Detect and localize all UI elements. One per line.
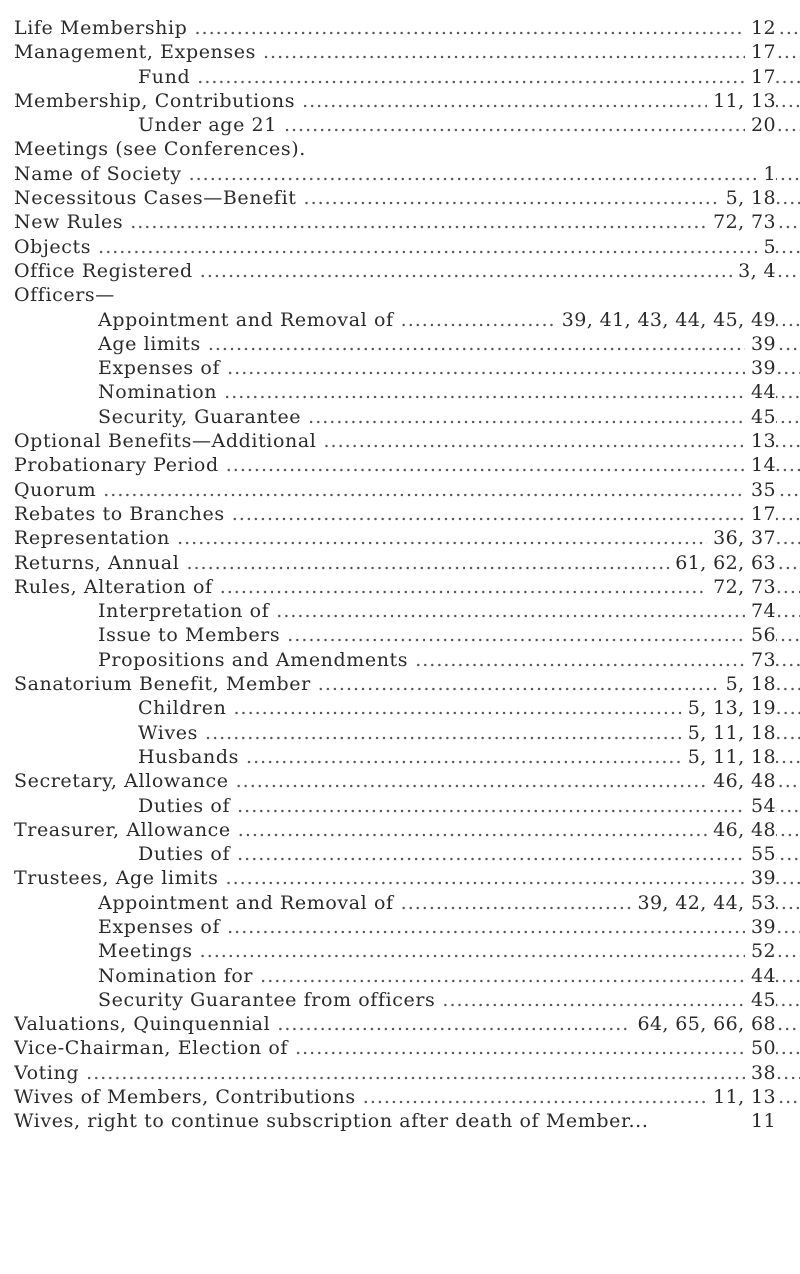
index-term: Life Membership ..... bbox=[14, 16, 800, 40]
index-page-numbers: 39 bbox=[745, 332, 776, 356]
index-page-numbers: 5 bbox=[758, 235, 777, 259]
index-entry bbox=[0, 939, 800, 963]
index-entry bbox=[0, 405, 800, 429]
index-term: Under age 21 ..... bbox=[138, 113, 800, 137]
index-page-numbers: 72, 73 bbox=[707, 575, 776, 599]
index-term: Voting ..... bbox=[14, 1061, 800, 1085]
index-page-numbers: 39 bbox=[745, 356, 776, 380]
index-entry bbox=[0, 794, 800, 818]
index-term: Security, Guarantee ..... bbox=[98, 405, 800, 429]
index-entry bbox=[0, 599, 800, 623]
index-page-numbers: 13 bbox=[745, 429, 776, 453]
index-page-numbers: 52 bbox=[745, 939, 776, 963]
index-page-numbers: 56 bbox=[745, 623, 776, 647]
index-term: Rebates to Branches ..... bbox=[14, 502, 800, 526]
index-page-numbers: 38 bbox=[745, 1061, 776, 1085]
index-page-numbers: 39, 42, 44, 53 bbox=[631, 891, 776, 915]
index-entry bbox=[0, 1036, 800, 1060]
index-page-numbers: 46, 48 bbox=[707, 818, 776, 842]
index-term: Interpretation of ..... bbox=[98, 599, 800, 623]
index-entry bbox=[0, 478, 800, 502]
index-term: Name of Society ..... bbox=[14, 162, 800, 186]
index-term: Expenses of ..... bbox=[98, 915, 800, 939]
index-term: Rules, Alteration of ..... bbox=[14, 575, 800, 599]
index-page-numbers: 5, 11, 18 bbox=[682, 745, 776, 769]
index-term: Fund ..... bbox=[138, 65, 800, 89]
index-entry bbox=[0, 988, 800, 1012]
index-term: Quorum ..... bbox=[14, 478, 800, 502]
index-entry bbox=[0, 891, 800, 915]
index-term: Meetings ..... bbox=[98, 939, 800, 963]
index-entry bbox=[0, 89, 800, 113]
index-page-numbers: 1 bbox=[758, 162, 777, 186]
index-entry bbox=[0, 745, 800, 769]
index-entry bbox=[0, 186, 800, 210]
index-page-numbers: 74 bbox=[745, 599, 776, 623]
index-term: New Rules ..... bbox=[14, 210, 800, 234]
index-page-numbers: 39 bbox=[745, 915, 776, 939]
index-entry bbox=[0, 866, 800, 890]
index-page-numbers: 14 bbox=[745, 453, 776, 477]
index-term: Appointment and Removal of ..... bbox=[98, 891, 800, 915]
index-page-numbers: 5, 13, 19 bbox=[682, 696, 776, 720]
index-entry bbox=[0, 113, 800, 137]
index-page-numbers: 44 bbox=[745, 380, 776, 404]
index-entry bbox=[0, 259, 800, 283]
index-page-numbers: 17 bbox=[745, 40, 776, 64]
index-page-numbers: 5, 18 bbox=[720, 186, 776, 210]
index-page-numbers: 36, 37 bbox=[707, 526, 776, 550]
index-term: Issue to Members ..... bbox=[98, 623, 800, 647]
index-page-numbers: 64, 65, 66, 68 bbox=[631, 1012, 776, 1036]
index-page-numbers: 11, 13 bbox=[707, 89, 776, 113]
index-entry bbox=[0, 40, 800, 64]
index-entry bbox=[0, 1012, 800, 1036]
index-term: Wives of Members, Contributions ..... bbox=[14, 1085, 800, 1109]
index-entry bbox=[0, 137, 800, 161]
index-term: Treasurer, Allowance ..... bbox=[14, 818, 800, 842]
index-entry bbox=[0, 453, 800, 477]
index-entry bbox=[0, 696, 800, 720]
index-entry bbox=[0, 235, 800, 259]
index-page-numbers: 20 bbox=[745, 113, 776, 137]
index-term: Nomination ..... bbox=[98, 380, 800, 404]
index-term: Objects ..... bbox=[14, 235, 800, 259]
index-term: Membership, Contributions ..... bbox=[14, 89, 800, 113]
index-entry bbox=[0, 648, 800, 672]
index-term: Sanatorium Benefit, Member ..... bbox=[14, 672, 800, 696]
index-page-numbers: 61, 62, 63 bbox=[669, 551, 776, 575]
index-entry bbox=[0, 769, 800, 793]
index-term: Expenses of ..... bbox=[98, 356, 800, 380]
index-term: Security Guarantee from officers ..... bbox=[98, 988, 800, 1012]
index-term: Appointment and Removal of ..... bbox=[98, 308, 800, 332]
index-entry bbox=[0, 842, 800, 866]
index-entry bbox=[0, 672, 800, 696]
index-entry bbox=[0, 818, 800, 842]
index-entry bbox=[0, 210, 800, 234]
index-term: Wives ..... bbox=[138, 721, 800, 745]
index-page-numbers: 11 bbox=[745, 1109, 776, 1133]
index-entry bbox=[0, 526, 800, 550]
index-entry bbox=[0, 964, 800, 988]
index-page-numbers: 54 bbox=[745, 794, 776, 818]
index-page-numbers: 44 bbox=[745, 964, 776, 988]
index-entry bbox=[0, 1061, 800, 1085]
index-term: Valuations, Quinquennial ..... bbox=[14, 1012, 800, 1036]
index-term: Probationary Period ..... bbox=[14, 453, 800, 477]
index-term: Children ..... bbox=[138, 696, 800, 720]
index-page-numbers: 11, 13 bbox=[707, 1085, 776, 1109]
index-entry bbox=[0, 551, 800, 575]
index-entry bbox=[0, 65, 800, 89]
index-term: Age limits ..... bbox=[98, 332, 800, 356]
index-term: Husbands ..... bbox=[138, 745, 800, 769]
index-page-numbers: 5, 11, 18 bbox=[682, 721, 776, 745]
index-page-numbers: 5, 18 bbox=[720, 672, 776, 696]
index-term: Returns, Annual ..... bbox=[14, 551, 800, 575]
index-entry bbox=[0, 380, 800, 404]
index-page-numbers: 55 bbox=[745, 842, 776, 866]
index-page-numbers: 45 bbox=[745, 405, 776, 429]
index-entry bbox=[0, 16, 800, 40]
index-entry bbox=[0, 162, 800, 186]
index-entry bbox=[0, 502, 800, 526]
index-entry bbox=[0, 575, 800, 599]
index-term: Secretary, Allowance ..... bbox=[14, 769, 800, 793]
index-term: Meetings (see Conferences). bbox=[14, 138, 306, 161]
index-entry bbox=[0, 429, 800, 453]
index-term: Duties of ..... bbox=[138, 794, 800, 818]
index-page-numbers: 73 bbox=[745, 648, 776, 672]
index-page-numbers: 3, 4 bbox=[732, 259, 776, 283]
index-term: Necessitous Cases—Benefit ..... bbox=[14, 186, 800, 210]
index-page-numbers: 17 bbox=[745, 502, 776, 526]
index-page-numbers: 46, 48 bbox=[707, 769, 776, 793]
index-term: Officers— bbox=[14, 284, 115, 307]
index-entry bbox=[0, 283, 800, 307]
index-entry bbox=[0, 332, 800, 356]
index-entry bbox=[0, 915, 800, 939]
index-term: Representation ..... bbox=[14, 526, 800, 550]
index-entry bbox=[0, 1109, 800, 1133]
index-list bbox=[0, 16, 800, 1134]
index-page-numbers: 50 bbox=[745, 1036, 776, 1060]
index-term: Wives, right to continue subscription after death of Member... bbox=[14, 1110, 649, 1133]
index-page-numbers: 45 bbox=[745, 988, 776, 1012]
index-entry bbox=[0, 721, 800, 745]
index-page-numbers: 12 bbox=[745, 16, 776, 40]
index-page-numbers: 35 bbox=[745, 478, 776, 502]
index-term: Trustees, Age limits ..... bbox=[14, 866, 800, 890]
index-page-numbers: 17 bbox=[745, 65, 776, 89]
index-entry bbox=[0, 623, 800, 647]
index-term: Duties of ..... bbox=[138, 842, 800, 866]
index-term: Management, Expenses ..... bbox=[14, 40, 800, 64]
index-term: Nomination for ..... bbox=[98, 964, 800, 988]
index-term: Vice-Chairman, Election of ..... bbox=[14, 1036, 800, 1060]
index-entry bbox=[0, 308, 800, 332]
index-entry bbox=[0, 356, 800, 380]
index-term: Optional Benefits—Additional ..... bbox=[14, 429, 800, 453]
index-page-numbers: 39 bbox=[745, 866, 776, 890]
index-entry bbox=[0, 1085, 800, 1109]
index-term: Propositions and Amendments ..... bbox=[98, 648, 800, 672]
index-term: Office Registered ..... bbox=[14, 259, 800, 283]
index-page-numbers: 39, 41, 43, 44, 45, 49 bbox=[556, 308, 776, 332]
index-page-numbers: 72, 73 bbox=[707, 210, 776, 234]
